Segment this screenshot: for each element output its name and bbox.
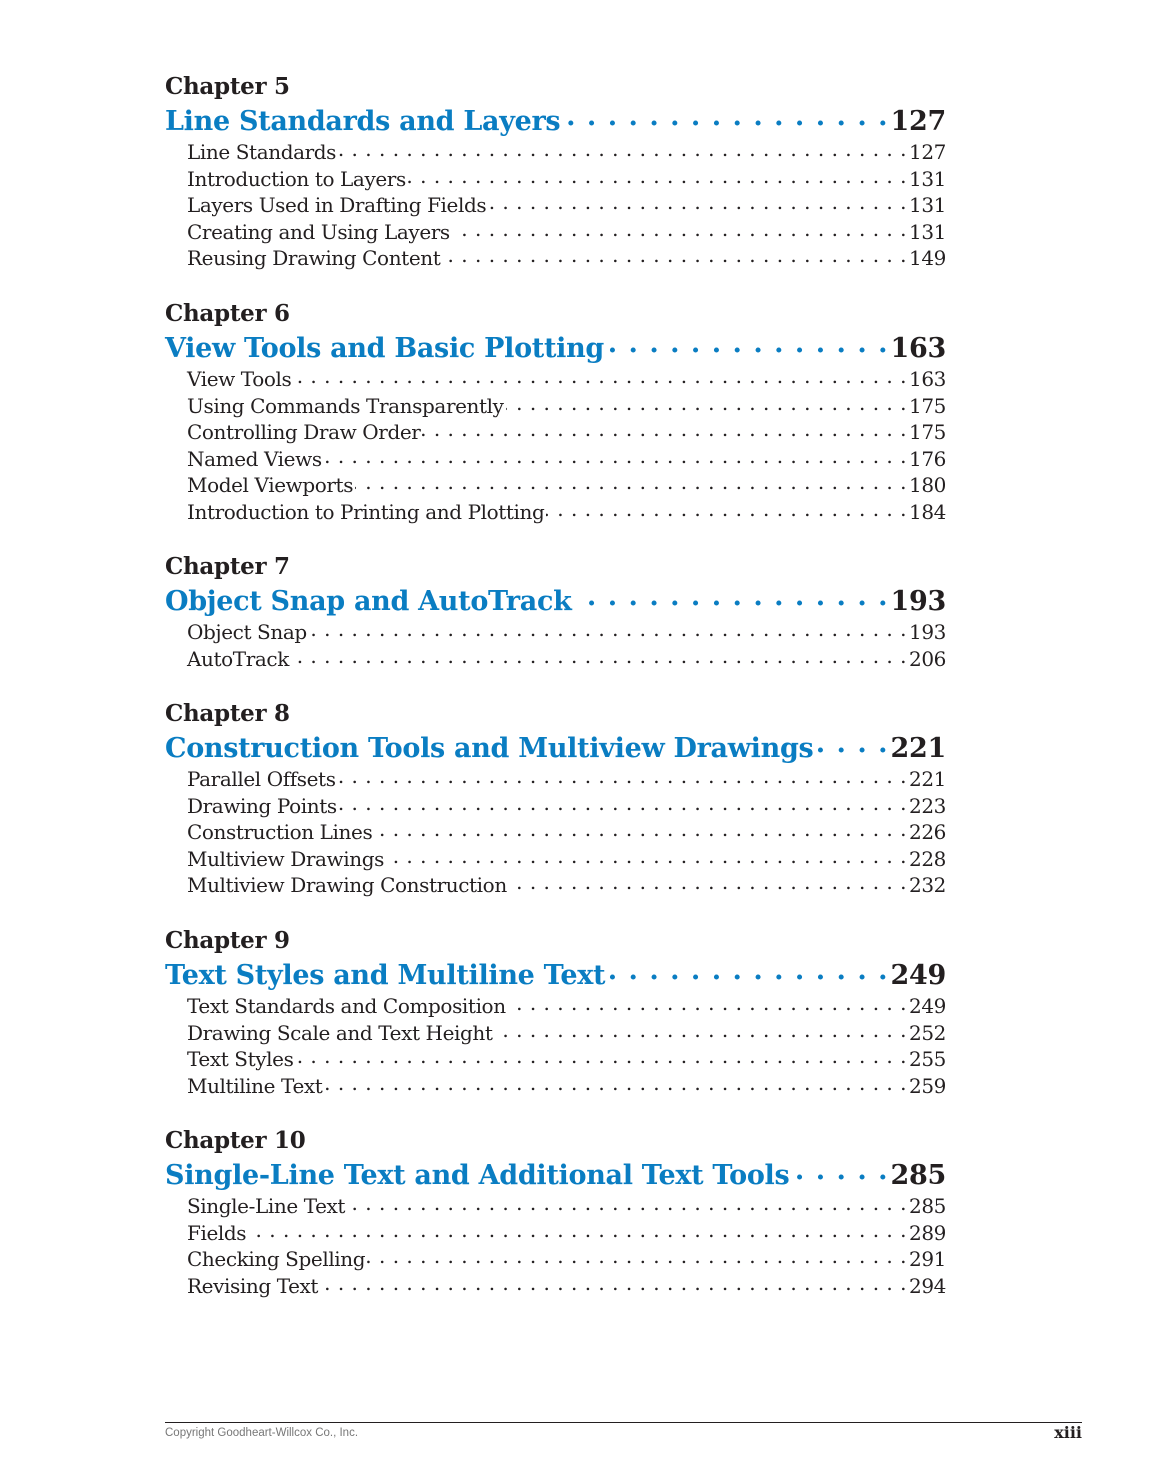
chapter-title-row[interactable]	[165, 583, 946, 617]
toc-entry[interactable]	[187, 993, 946, 1020]
dot-leader	[562, 103, 888, 130]
dot-leader	[374, 819, 907, 839]
entry-page-number: 131	[909, 166, 946, 191]
toc-entry[interactable]	[187, 1020, 946, 1047]
dot-leader	[495, 1020, 907, 1040]
chapter-title[interactable]: View Tools and Basic Plotting	[165, 333, 605, 364]
entry-page-number: 255	[909, 1047, 946, 1071]
toc-entry[interactable]	[187, 166, 946, 193]
entry-page-number: 228	[909, 846, 946, 871]
toc-entry[interactable]	[187, 1246, 946, 1273]
entry-title[interactable]: Drawing Scale and Text Height	[187, 1020, 493, 1045]
dot-leader	[791, 1157, 888, 1184]
entry-page-number: 175	[909, 393, 946, 418]
entry-page-number: 232	[909, 873, 946, 897]
toc-entry[interactable]	[187, 499, 946, 526]
toc-entry[interactable]	[187, 1273, 946, 1300]
entry-title[interactable]: Drawing Points	[187, 793, 337, 818]
entry-page-number: 294	[909, 1273, 946, 1298]
dot-leader	[452, 219, 907, 239]
entry-page-number: 180	[909, 473, 946, 497]
toc-entry[interactable]	[187, 646, 946, 673]
entry-title[interactable]: Reusing Drawing Content	[187, 246, 441, 270]
chapter-title-row[interactable]	[165, 330, 946, 364]
toc-entry[interactable]	[187, 846, 946, 873]
dot-leader	[324, 446, 907, 466]
entry-page-number: 285	[909, 1194, 946, 1218]
entry-title[interactable]: Text Standards and Composition	[187, 994, 506, 1018]
chapter-label: Chapter 5	[165, 73, 290, 100]
entry-page-number: 193	[909, 620, 946, 644]
dot-leader	[339, 793, 907, 813]
dot-leader	[546, 499, 907, 519]
toc-entry[interactable]	[187, 1193, 946, 1220]
chapter-title-row[interactable]	[165, 1157, 946, 1191]
dot-leader	[324, 1073, 907, 1093]
dot-leader	[506, 393, 907, 413]
chapter-block	[165, 73, 946, 272]
entry-title[interactable]: Named Views	[187, 446, 322, 471]
chapter-page-number: 193	[890, 586, 946, 617]
toc-entry[interactable]	[187, 139, 946, 166]
chapter-title[interactable]: Single-Line Text and Additional Text Tools	[165, 1160, 790, 1191]
toc-entry[interactable]	[187, 419, 946, 446]
dot-leader	[347, 1193, 907, 1213]
entry-page-number: 252	[909, 1020, 946, 1045]
chapter-title-row[interactable]	[165, 103, 946, 137]
entry-title[interactable]: Model Viewports	[187, 473, 354, 497]
chapter-page-number: 285	[890, 1160, 946, 1191]
entry-page-number: 226	[909, 820, 946, 844]
dot-leader	[367, 1246, 907, 1266]
dot-leader	[815, 730, 888, 757]
toc-entry[interactable]	[187, 192, 946, 219]
entry-title[interactable]: Using Commands Transparently	[187, 393, 504, 418]
toc-entry[interactable]	[187, 619, 946, 646]
chapter-title[interactable]: Construction Tools and Multiview Drawings	[165, 733, 814, 764]
chapter-block	[165, 927, 946, 1099]
entry-title[interactable]: Single-Line Text	[187, 1194, 346, 1218]
dot-leader	[422, 419, 907, 439]
entry-page-number: 127	[909, 140, 946, 164]
entry-title[interactable]: Creating and Using Layers	[187, 219, 450, 244]
entry-title[interactable]: Multiview Drawings	[187, 846, 384, 871]
toc-entry[interactable]	[187, 872, 946, 899]
toc-entry[interactable]	[187, 1220, 946, 1247]
entry-title[interactable]: AutoTrack	[187, 646, 289, 671]
entry-title[interactable]: Fields	[187, 1220, 247, 1245]
chapter-label: Chapter 7	[165, 553, 290, 580]
dot-leader	[508, 993, 907, 1013]
chapter-title-row[interactable]	[165, 730, 946, 764]
chapter-label: Chapter 10	[165, 1127, 306, 1154]
entry-page-number: 176	[909, 446, 946, 471]
chapter-title[interactable]: Text Styles and Multiline Text	[165, 960, 606, 991]
entry-title[interactable]: Multiline Text	[187, 1073, 323, 1098]
entry-title[interactable]: Construction Lines	[187, 820, 373, 844]
chapter-title[interactable]: Object Snap and AutoTrack	[165, 586, 572, 617]
chapter-title[interactable]: Line Standards and Layers	[165, 106, 561, 137]
chapter-block	[165, 553, 946, 672]
dot-leader	[320, 1273, 907, 1293]
entry-page-number: 163	[909, 367, 946, 391]
dot-leader	[442, 245, 907, 265]
dot-leader	[509, 872, 907, 892]
copyright-notice: Copyright Goodheart-Willcox Co., Inc.	[165, 1427, 359, 1439]
chapter-block	[165, 300, 946, 525]
toc-entry[interactable]	[187, 1046, 946, 1073]
entry-title[interactable]: Object Snap	[187, 620, 307, 644]
entry-title[interactable]: Multiview Drawing Construction	[187, 873, 507, 897]
chapter-label: Chapter 9	[165, 927, 290, 954]
entry-page-number: 291	[909, 1247, 946, 1271]
dot-leader	[309, 619, 907, 639]
dot-leader	[295, 1046, 907, 1066]
chapter-page-number: 221	[890, 733, 946, 764]
chapter-block	[165, 700, 946, 899]
dot-leader	[338, 139, 907, 159]
dot-leader	[574, 583, 889, 610]
toc-entry[interactable]	[187, 766, 946, 793]
entry-page-number: 131	[909, 193, 946, 217]
entry-title[interactable]: Revising Text	[187, 1273, 319, 1298]
page-number: xiii	[1054, 1423, 1082, 1442]
entry-page-number: 149	[909, 246, 946, 270]
dot-leader	[607, 957, 888, 984]
chapter-page-number: 163	[890, 333, 946, 364]
entry-page-number: 175	[909, 420, 946, 444]
toc-entry[interactable]	[187, 245, 946, 272]
chapter-block	[165, 1127, 946, 1299]
entry-title[interactable]: Introduction to Layers	[187, 166, 406, 191]
dot-leader	[606, 330, 889, 357]
entry-title[interactable]: Text Styles	[187, 1047, 294, 1071]
chapter-label: Chapter 6	[165, 300, 290, 327]
toc-entry[interactable]	[187, 1073, 946, 1100]
entry-page-number: 223	[909, 793, 946, 818]
entry-page-number: 259	[909, 1073, 946, 1098]
dot-leader	[293, 366, 907, 386]
dot-leader	[488, 192, 907, 212]
chapter-page-number: 127	[890, 106, 946, 137]
toc-entry[interactable]	[187, 819, 946, 846]
toc-entry[interactable]	[187, 393, 946, 420]
dot-leader	[338, 766, 907, 786]
entry-title[interactable]: Parallel Offsets	[187, 767, 336, 791]
toc-entry[interactable]	[187, 446, 946, 473]
entry-page-number: 289	[909, 1220, 946, 1245]
entry-page-number: 249	[909, 994, 946, 1018]
dot-leader	[248, 1220, 907, 1240]
chapter-label: Chapter 8	[165, 700, 290, 727]
dot-leader	[386, 846, 907, 866]
dot-leader	[291, 646, 907, 666]
toc-entry[interactable]	[187, 366, 946, 393]
chapter-title-row[interactable]	[165, 957, 946, 991]
entry-title[interactable]: Controlling Draw Order	[187, 420, 421, 444]
entry-page-number: 131	[909, 219, 946, 244]
entry-title[interactable]: Introduction to Printing and Plotting	[187, 499, 545, 524]
dot-leader	[355, 472, 907, 492]
entry-title[interactable]: View Tools	[187, 367, 292, 391]
toc-entry[interactable]	[187, 472, 946, 499]
entry-page-number: 206	[909, 646, 946, 671]
toc-entry[interactable]	[187, 793, 946, 820]
entry-page-number: 221	[909, 767, 946, 791]
entry-page-number: 184	[909, 499, 946, 524]
dot-leader	[408, 166, 907, 186]
entry-title[interactable]: Checking Spelling	[187, 1247, 366, 1271]
entry-title[interactable]: Layers Used in Drafting Fields	[187, 193, 487, 217]
entry-title[interactable]: Line Standards	[187, 140, 337, 164]
footer-rule	[165, 1422, 1082, 1423]
toc-entry[interactable]	[187, 219, 946, 246]
chapter-page-number: 249	[890, 960, 946, 991]
